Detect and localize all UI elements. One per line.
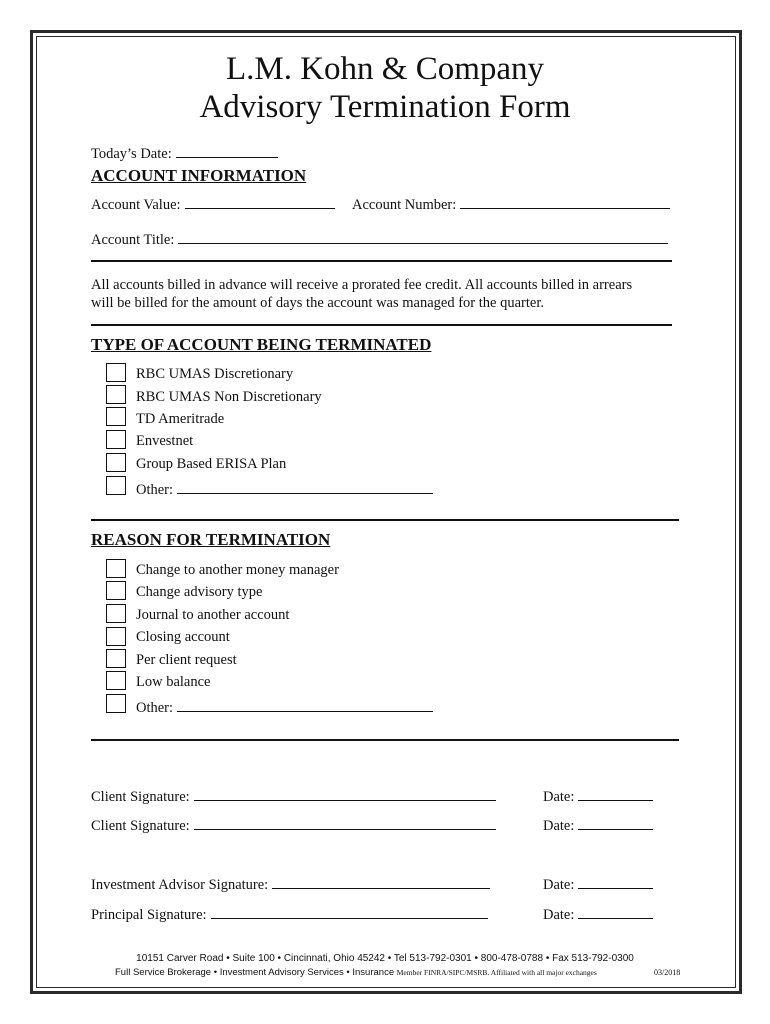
principal-date-field[interactable] <box>578 904 653 919</box>
option-account-type-other-row <box>136 479 433 499</box>
advisor-date-field[interactable] <box>578 874 653 889</box>
option-account-type-other: Other: <box>136 482 174 498</box>
principal-signature-field[interactable] <box>211 904 488 919</box>
client-signature-label-2: Client Signature: <box>91 818 190 834</box>
option-td-ameritrade: TD Ameritrade <box>136 411 225 427</box>
divider-3 <box>91 519 679 521</box>
advisor-signature-row <box>91 874 490 894</box>
client-date-label-2: Date: <box>543 818 575 834</box>
checkbox-change-advisory-type[interactable] <box>106 581 126 600</box>
client-signature-field-2[interactable] <box>194 815 496 830</box>
client-date-label-1: Date: <box>543 789 575 805</box>
account-value-label: Account Value: <box>91 197 181 213</box>
principal-date-row <box>543 904 653 924</box>
divider-4 <box>91 739 679 741</box>
principal-date-label: Date: <box>543 907 575 923</box>
client-date-row-1 <box>543 786 653 806</box>
option-change-money-manager: Change to another money manager <box>136 562 339 578</box>
todays-date-row <box>91 143 278 163</box>
advisor-signature-label: Investment Advisor Signature: <box>91 877 269 893</box>
checkbox-change-money-manager[interactable] <box>106 559 126 578</box>
todays-date-field[interactable] <box>176 143 278 158</box>
footer-member-note: Member FINRA/SIPC/MSRB. Affiliated with all major exchanges <box>396 968 597 977</box>
checkbox-group-erisa[interactable] <box>106 453 126 472</box>
account-title-label: Account Title: <box>91 232 175 248</box>
checkbox-rbc-umas-non-discretionary[interactable] <box>106 385 126 404</box>
account-number-row <box>352 194 670 214</box>
footer-address: 10151 Carver Road • Suite 100 • Cincinnati, Ohio 45242 • Tel 513-792-0301 • 800-478-0788 • Fax 513-792-0300 <box>136 953 634 964</box>
form-title: Advisory Termination Form <box>199 89 571 125</box>
option-per-client-request: Per client request <box>136 652 237 668</box>
checkbox-journal-account[interactable] <box>106 604 126 623</box>
account-value-field[interactable] <box>185 194 335 209</box>
advisor-signature-field[interactable] <box>272 874 490 889</box>
option-closing-account: Closing account <box>136 629 230 645</box>
principal-signature-row <box>91 904 488 924</box>
account-type-heading: TYPE OF ACCOUNT BEING TERMINATED <box>91 335 432 354</box>
account-type-other-field[interactable] <box>177 479 433 494</box>
checkbox-rbc-umas-discretionary[interactable] <box>106 363 126 382</box>
checkbox-low-balance[interactable] <box>106 671 126 690</box>
checkbox-reason-other[interactable] <box>106 694 126 713</box>
account-information-heading: ACCOUNT INFORMATION <box>91 166 307 185</box>
option-envestnet: Envestnet <box>136 433 194 449</box>
company-name: L.M. Kohn & Company <box>225 51 545 87</box>
account-title-field[interactable] <box>178 229 668 244</box>
option-rbc-umas-discretionary: RBC UMAS Discretionary <box>136 366 294 382</box>
client-signature-field-1[interactable] <box>194 786 496 801</box>
footer-services-row <box>115 967 597 978</box>
checkbox-envestnet[interactable] <box>106 430 126 449</box>
client-signature-row-2 <box>91 815 496 835</box>
principal-signature-label: Principal Signature: <box>91 907 207 923</box>
reason-heading: REASON FOR TERMINATION <box>91 530 331 549</box>
account-number-field[interactable] <box>460 194 670 209</box>
client-signature-label-1: Client Signature: <box>91 789 190 805</box>
client-date-row-2 <box>543 815 653 835</box>
billing-notice-line-1: All accounts billed in advance will receive a prorated fee credit. All accounts billed in arrears <box>91 277 633 293</box>
advisor-date-label: Date: <box>543 877 575 893</box>
option-rbc-umas-non-discretionary: RBC UMAS Non Discretionary <box>136 389 322 405</box>
footer-services: Full Service Brokerage • Investment Advisory Services • Insurance <box>115 967 395 978</box>
option-change-advisory-type: Change advisory type <box>136 584 263 600</box>
billing-notice-line-2: will be billed for the amount of days the account was managed for the quarter. <box>91 295 544 311</box>
option-journal-account: Journal to another account <box>136 607 290 623</box>
option-low-balance: Low balance <box>136 674 211 690</box>
todays-date-label: Today’s Date: <box>91 146 172 162</box>
option-group-erisa: Group Based ERISA Plan <box>136 456 287 472</box>
client-signature-row-1 <box>91 786 496 806</box>
billing-notice <box>91 276 681 312</box>
checkbox-closing-account[interactable] <box>106 627 126 646</box>
account-number-label: Account Number: <box>352 197 457 213</box>
reason-other-field[interactable] <box>177 697 433 712</box>
checkbox-td-ameritrade[interactable] <box>106 407 126 426</box>
checkbox-account-type-other[interactable] <box>106 476 126 495</box>
divider-2 <box>91 324 672 326</box>
advisor-date-row <box>543 874 653 894</box>
option-reason-other-row <box>136 697 433 717</box>
account-title-row <box>91 229 668 249</box>
client-date-field-1[interactable] <box>578 786 653 801</box>
option-reason-other: Other: <box>136 700 174 716</box>
divider-1 <box>91 260 672 262</box>
footer-form-date: 03/2018 <box>654 968 681 977</box>
checkbox-per-client-request[interactable] <box>106 649 126 668</box>
client-date-field-2[interactable] <box>578 815 653 830</box>
account-value-row <box>91 194 335 214</box>
